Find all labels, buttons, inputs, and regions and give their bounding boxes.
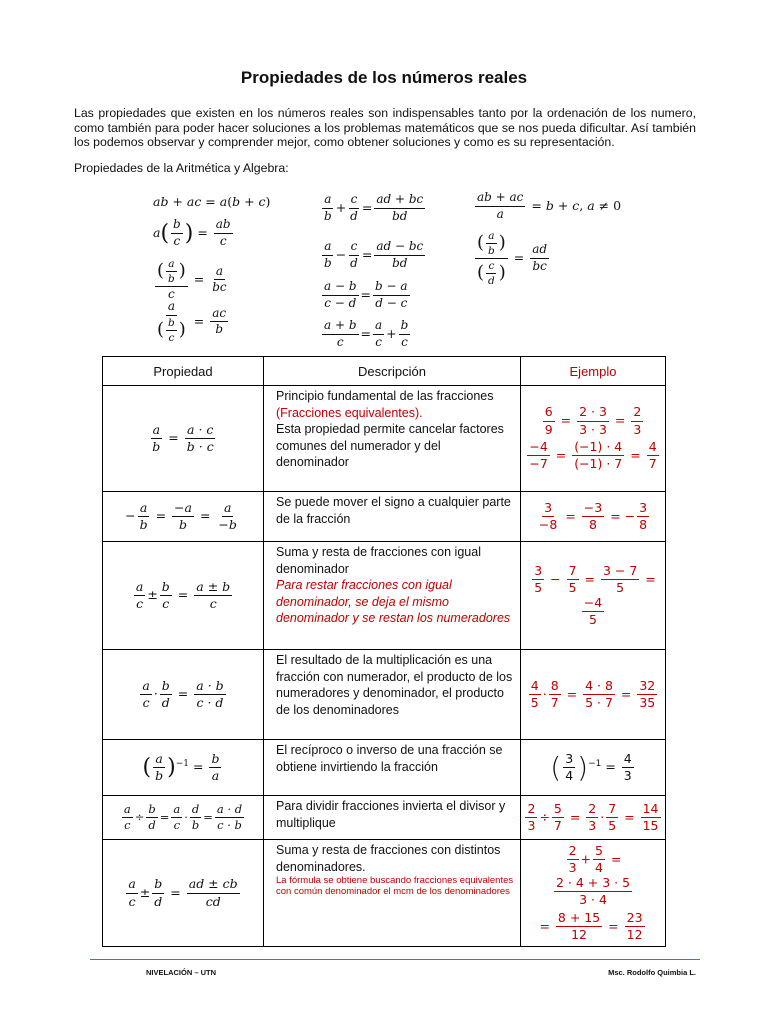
properties-table — [102, 356, 666, 947]
property-cell: $\frac{a}{c}$ ± $\frac{b}{d}$ = $\frac{ad \pm cb}{cd}$ — [103, 840, 264, 947]
footer-left: NIVELACIÓN – UTN — [146, 968, 217, 977]
property-cell: $\frac{a}{c}$ ÷ $\frac{b}{d}$ = $\frac{a}{c}$ · $\frac{d}{b}$ = $\frac{a \cdot d}{c \cdot b}$ — [103, 796, 264, 840]
description-cell: Suma y resta de fracciones con igual denominador Para restar fracciones con igual denominador, se deja el mismo denominador y se restan los numeradores — [264, 542, 521, 650]
description-cell: Suma y resta de fracciones con distintos denominadores. La fórmula se obtiene buscando fracciones equivalentes con común denominador el mcm de los denominadores — [264, 840, 521, 947]
description-cell: Se puede mover el signo a cualquier parte de la fracción — [264, 492, 521, 542]
formula-fraction-over-c: ( $\frac{a}{b}$ ) c = $\frac{a}{bc}$ — [157, 258, 227, 302]
header-ejemplo: Ejemplo — [521, 357, 666, 386]
table-row — [103, 796, 666, 840]
description-cell: El resultado de la multiplicación es una fracción con numerador, el producto de los numeradores y denominador, el producto de los denominadores — [264, 650, 521, 740]
description-cell: Para dividir fracciones invierta el divisor y multiplique — [264, 796, 521, 840]
table-row — [103, 840, 666, 947]
formula-sum-fractions: $\frac{a}{b}$ + $\frac{c}{d}$ = $\frac{ad + bc}{bd}$ — [324, 192, 424, 223]
table-row — [103, 740, 666, 796]
example-cell: $\frac{4}{5}$ · $\frac{8}{7}$ = $\frac{4 \cdot 8}{5 \cdot 7}$ = $\frac{32}{35}$ — [521, 650, 666, 740]
header-descripcion: Descripción — [264, 357, 521, 386]
formula-factor-out: $\frac{ab + ac}{a}$ = b + c, a ≠ 0 — [477, 190, 622, 221]
table-row — [103, 650, 666, 740]
property-cell: $\frac{a}{c}$ · $\frac{b}{d}$ = $\frac{a \cdot b}{c \cdot d}$ — [103, 650, 264, 740]
example-cell: ( $\frac{3}{4}$ )$^{-1}$ = $\frac{4}{3}$ — [521, 740, 666, 796]
example-cell: $\frac{6}{9}$ = $\frac{2 \cdot 3}{3 \cdot 3}$ = $\frac{2}{3}$ $\frac{-4}{-7}$ = $\frac{(-1) \cdot 4}{(-1) \cdot 7}$ = $\frac{4}{7}$ — [521, 386, 666, 492]
description-cell: El recíproco o inverso de una fracción se obtiene invirtiendo la fracción — [264, 740, 521, 796]
property-cell: ( $\frac{a}{b}$ )$^{-1}$ = $\frac{b}{a}$ — [103, 740, 264, 796]
table-row — [103, 492, 666, 542]
formula-fraction-over-fraction: ( $\frac{a}{b}$ ) ( $\frac{c}{d}$ ) = $\frac{ad}{bc}$ — [477, 230, 548, 288]
page-title: Propiedades de los números reales — [240, 68, 528, 87]
footer-right: Msc. Rodolfo Quimbia L. — [608, 968, 696, 977]
example-cell: $\frac{2}{3}$ + $\frac{5}{4}$ = $\frac{2 \cdot 4 + 3 \cdot 5}{3 \cdot 4}$ = $\frac{8 + 15}{12}$ = $\frac{23}{12}$ — [521, 840, 666, 947]
formula-a-over-fraction: a ( $\frac{b}{c}$ ) = $\frac{ac}{b}$ — [157, 299, 227, 344]
property-cell: $\frac{a}{c}$ ± $\frac{b}{c}$ = $\frac{a \pm b}{c}$ — [103, 542, 264, 650]
example-cell: $\frac{3}{5}$ − $\frac{7}{5}$ = $\frac{3 - 7}{5}$ = $\frac{-4}{5}$ — [521, 542, 666, 650]
property-cell: $\frac{a}{b}$ = $\frac{a \cdot c}{b \cdot c}$ — [103, 386, 264, 492]
formula-a-times-fraction: a( $\frac{b}{c}$ ) = $\frac{ab}{c}$ — [153, 217, 231, 248]
formula-distributive: ab + ac = a(b + c) — [153, 194, 271, 209]
description-cell: Principio fundamental de las fracciones (Fracciones equivalentes). Esta propiedad permite cancelar factores comunes del numerador y del denominador — [264, 386, 521, 492]
example-cell: $\frac{3}{-8}$ = $\frac{-3}{8}$ = − $\frac{3}{8}$ — [521, 492, 666, 542]
formula-split-numerator: $\frac{a + b}{c}$ = $\frac{a}{c}$ + $\frac{b}{c}$ — [324, 318, 409, 349]
intro-paragraph: Las propiedades que existen en los números reales son indispensables tanto por la ordenación de los numero, como también para poder hacer soluciones a los problemas matemáticos que se nos pueda dificultar. Así también los podemos observar y comprender mejor, como obtener soluciones y como es su representación. — [74, 106, 696, 149]
header-propiedad: Propiedad — [103, 357, 264, 386]
table-header-row — [103, 357, 666, 386]
table-row — [103, 386, 666, 492]
property-cell: − $\frac{a}{b}$ = $\frac{-a}{b}$ = $\frac{a}{-b}$ — [103, 492, 264, 542]
table-row — [103, 542, 666, 650]
formula-sign-swap: $\frac{a - b}{c - d}$ = $\frac{b - a}{d - c}$ — [324, 279, 408, 310]
section-subheading: Propiedades de la Aritmética y Algebra: — [74, 161, 289, 175]
footer-divider — [90, 959, 700, 960]
example-cell: $\frac{2}{3}$ ÷ $\frac{5}{7}$ = $\frac{2}{3}$ · $\frac{7}{5}$ = $\frac{14}{15}$ — [521, 796, 666, 840]
formula-diff-fractions: $\frac{a}{b}$ − $\frac{c}{d}$ = $\frac{ad - bc}{bd}$ — [324, 239, 424, 270]
